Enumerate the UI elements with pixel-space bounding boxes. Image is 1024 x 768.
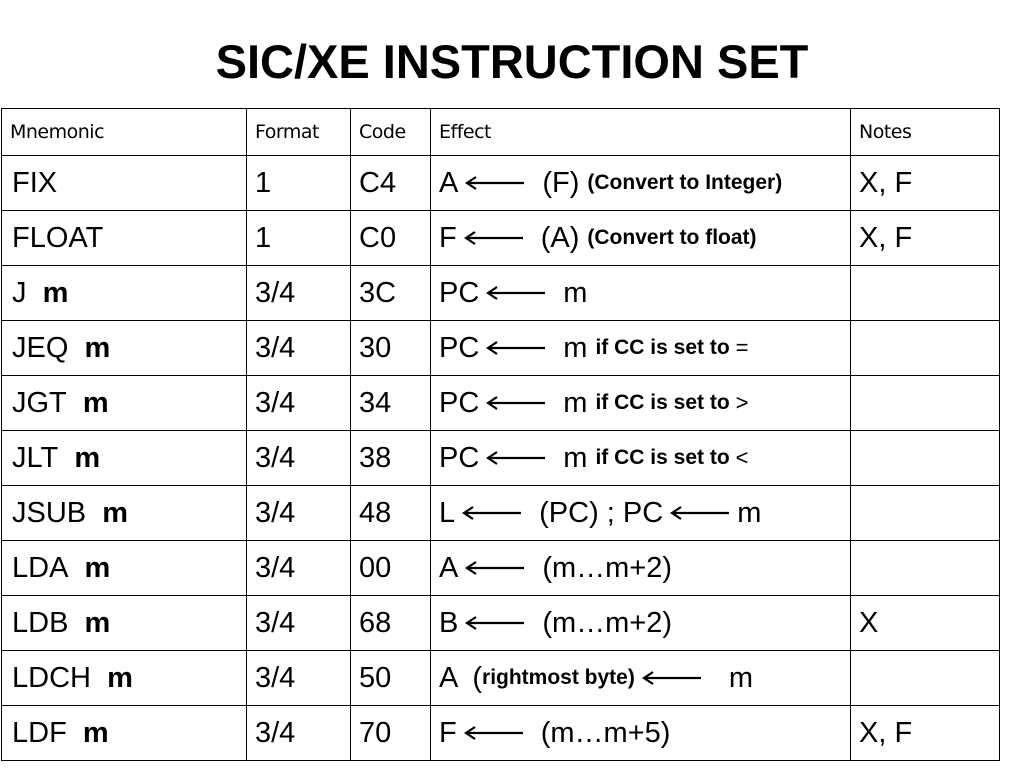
header-format: Format [247, 109, 351, 156]
effect-dest: F [439, 221, 457, 254]
effect-comment-first: rightmost byte) [482, 666, 635, 689]
effect-src: m [563, 441, 588, 474]
table-row [2, 211, 1000, 266]
notes-cell [851, 541, 1000, 596]
effect-dest: A [439, 166, 459, 199]
format-cell: 3/4 [247, 541, 351, 596]
effect-cell [431, 266, 851, 321]
mnemonic: JSUB [12, 496, 87, 529]
code-cell: 70 [351, 706, 431, 761]
left-arrow-icon [463, 231, 525, 245]
code-cell: 48 [351, 486, 431, 541]
effect-cell [431, 541, 851, 596]
left-arrow-icon [485, 396, 547, 410]
notes-cell [851, 321, 1000, 376]
left-arrow-icon [464, 561, 526, 575]
mnemonic-cell [2, 706, 247, 761]
table-row [2, 431, 1000, 486]
effect-cell [431, 596, 851, 651]
operand: m [84, 606, 111, 639]
effect-comment: if CC is set to [595, 446, 730, 469]
format-cell: 3/4 [247, 706, 351, 761]
effect-symbol: < [735, 445, 749, 470]
header-effect: Effect [431, 109, 851, 156]
left-arrow-icon [461, 506, 523, 520]
code-cell: 30 [351, 321, 431, 376]
table-row [2, 266, 1000, 321]
notes-cell [851, 431, 1000, 486]
format-cell: 3/4 [247, 651, 351, 706]
notes-cell [851, 651, 1000, 706]
effect-dest: PC [439, 276, 480, 309]
code-cell: 34 [351, 376, 431, 431]
effect-cell [431, 486, 851, 541]
effect-src: (PC) ; PC [539, 496, 664, 529]
notes-cell [851, 486, 1000, 541]
effect-src: m [728, 661, 754, 694]
notes-cell: X [851, 596, 1000, 651]
format-cell: 3/4 [247, 266, 351, 321]
operand: m [84, 331, 111, 364]
operand: m [82, 716, 109, 749]
code-cell: 38 [351, 431, 431, 486]
effect-dest: F [439, 716, 457, 749]
operand: m [102, 496, 129, 529]
table-row [2, 541, 1000, 596]
operand: m [42, 276, 69, 309]
left-arrow-icon [485, 341, 547, 355]
mnemonic: JEQ [12, 331, 69, 364]
effect-src2: m [737, 496, 762, 529]
format-cell: 3/4 [247, 376, 351, 431]
notes-cell: X, F [851, 706, 1000, 761]
table-row [2, 321, 1000, 376]
code-cell: C0 [351, 211, 431, 266]
notes-cell: X, F [851, 156, 1000, 211]
left-arrow-icon [485, 286, 547, 300]
mnemonic-cell [2, 431, 247, 486]
code-cell: 00 [351, 541, 431, 596]
effect-dest: A [439, 661, 459, 694]
effect-src: (m…m+2) [542, 606, 673, 639]
mnemonic-cell [2, 541, 247, 596]
mnemonic: LDF [12, 716, 67, 749]
mnemonic-cell [2, 266, 247, 321]
effect-cell [431, 321, 851, 376]
mnemonic: LDA [12, 551, 69, 584]
format-cell: 1 [247, 211, 351, 266]
header-code: Code [351, 109, 431, 156]
instruction-table [1, 108, 1000, 761]
code-cell: 3C [351, 266, 431, 321]
effect-src: (A) [540, 221, 580, 254]
mnemonic: FLOAT [12, 221, 104, 254]
format-cell: 3/4 [247, 321, 351, 376]
effect-cell [431, 211, 851, 266]
mnemonic-cell [2, 156, 247, 211]
effect-src: m [563, 276, 588, 309]
effect-src: m [563, 386, 588, 419]
header-notes: Notes [851, 109, 1000, 156]
mnemonic-cell [2, 651, 247, 706]
mnemonic: LDB [12, 606, 69, 639]
left-arrow-icon [463, 726, 525, 740]
effect-comment: if CC is set to [595, 391, 730, 414]
code-cell: C4 [351, 156, 431, 211]
operand: m [74, 441, 101, 474]
table-header-row [2, 109, 1000, 156]
effect-src: (m…m+5) [540, 716, 671, 749]
table-row [2, 706, 1000, 761]
operand: m [84, 551, 111, 584]
left-arrow-icon [464, 616, 526, 630]
mnemonic: JGT [12, 386, 67, 419]
notes-cell: X, F [851, 211, 1000, 266]
effect-comment: if CC is set to [595, 336, 730, 359]
left-arrow-icon [669, 506, 731, 520]
operand: m [107, 661, 133, 694]
effect-dest: PC [439, 331, 480, 364]
format-cell: 3/4 [247, 596, 351, 651]
effect-dest: A [439, 551, 459, 584]
effect-src: (F) [542, 166, 580, 199]
left-arrow-icon [464, 176, 526, 190]
table-row [2, 376, 1000, 431]
effect-symbol: > [735, 390, 749, 415]
effect-dest: L [439, 496, 456, 529]
table-row [2, 156, 1000, 211]
notes-cell [851, 266, 1000, 321]
effect-cell [431, 376, 851, 431]
mnemonic: J [12, 276, 27, 309]
effect-comment: (Convert to Integer) [587, 171, 783, 194]
mnemonic: LDCH [12, 661, 91, 694]
left-arrow-icon [485, 451, 547, 465]
effect-dest: B [439, 606, 459, 639]
effect-cell [431, 156, 851, 211]
format-cell: 3/4 [247, 486, 351, 541]
code-cell: 68 [351, 596, 431, 651]
effect-dest: PC [439, 386, 480, 419]
left-arrow-icon [641, 671, 703, 685]
effect-symbol: = [735, 335, 749, 360]
format-cell: 3/4 [247, 431, 351, 486]
format-cell: 1 [247, 156, 351, 211]
effect-cell [431, 651, 851, 706]
operand: m [82, 386, 109, 419]
page-title: SIC/XE INSTRUCTION SET [215, 35, 809, 88]
effect-comment: (Convert to float) [587, 226, 757, 249]
effect-src: m [563, 331, 588, 364]
effect-dest: PC [439, 441, 480, 474]
header-mnemonic: Mnemonic [2, 109, 247, 156]
mnemonic: JLT [12, 441, 59, 474]
table-body [2, 156, 1000, 761]
code-cell: 50 [351, 651, 431, 706]
effect-paren: ( [472, 661, 483, 694]
effect-src: (m…m+2) [542, 551, 673, 584]
table-row [2, 596, 1000, 651]
mnemonic-cell [2, 376, 247, 431]
effect-cell [431, 706, 851, 761]
table-row [2, 651, 1000, 706]
mnemonic-cell [2, 486, 247, 541]
mnemonic-cell [2, 596, 247, 651]
mnemonic-cell [2, 321, 247, 376]
effect-cell [431, 431, 851, 486]
notes-cell [851, 376, 1000, 431]
table-row [2, 486, 1000, 541]
mnemonic: FIX [12, 166, 58, 199]
mnemonic-cell [2, 211, 247, 266]
